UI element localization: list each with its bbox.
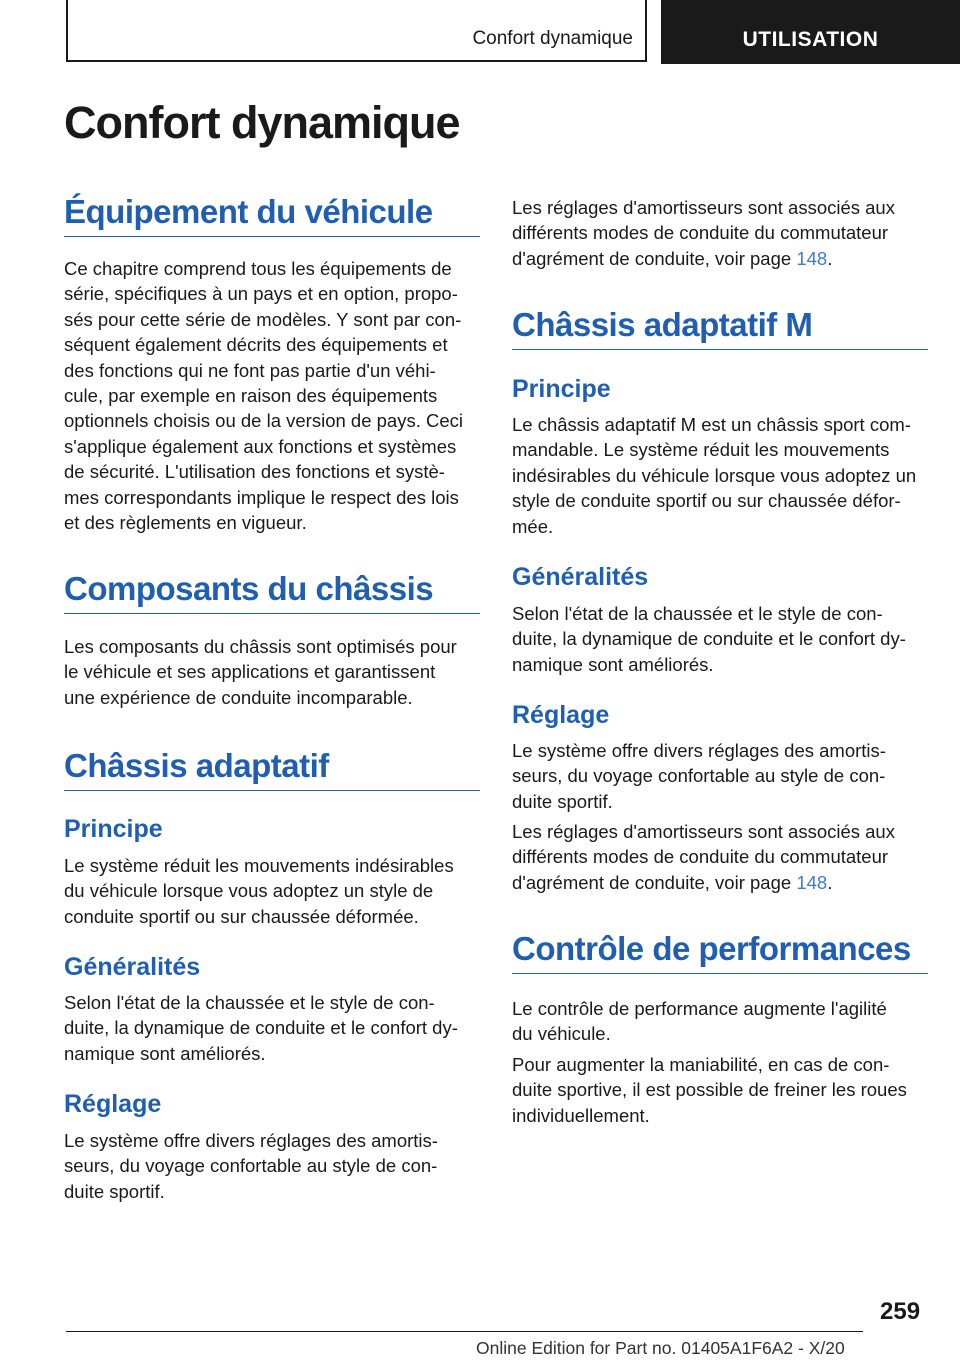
page-title: Confort dynamique [64,97,460,148]
paragraph-equipement: Ce chapitre comprend tous les équipements de série, spécifiques à un pays et en option, propo- sés pour cette série de modèles. Y sont par con- séquent également décrits des équipements et des fonctions qui ne font pas partie d'un véhi- cule, par exemple en raison des équipements optionnels choisis ou de la version de pays. Ceci s'applique également aux fonctions et systèmes de sécurité. L'utilisation des fonctions et systè- mes correspondants implique le respect des lois et des règlements en vigueur. [64,258,464,534]
heading-controle-performances: Contrôle de performances [512,931,928,974]
paragraph-generalites: Selon l'état de la chaussée et le style de con- duite, la dynamique de conduite et le confort dy- namique sont améliorés. [512,603,906,675]
paragraph-reglage: Le système offre divers réglages des amortis- seurs, du voyage confortable au style de con- duite sportif. [512,740,886,812]
heading-chassis-adaptatif-m: Châssis adaptatif M [512,307,928,350]
paragraph-reglage-modes: Les réglages d'amortisseurs sont associés aux différents modes de conduite du commutateur d'agrément de conduite, voir page 148. [512,821,895,893]
subheading-generalites: Généralités [512,563,649,591]
paragraph-principe: Le châssis adaptatif M est un châssis sport com- mandable. Le système réduit les mouvements indésirables du véhicule lorsque vous adoptez un style de conduite sportif ou sur chaussée défor- mée. [512,414,917,537]
paragraph-intro-reglages: Les réglages d'amortisseurs sont associés aux différents modes de conduite du commutateur d'agrément de conduite, voir page 148. [512,197,895,269]
page-link[interactable]: 148 [796,247,828,269]
paragraph-controle-1: Le contrôle de performance augmente l'agilité du véhicule. [512,998,887,1045]
footer-edition: Online Edition for Part no. 01405A1F6A2 - X/20 [476,1338,845,1358]
subheading-principe: Principe [64,815,163,843]
paragraph-controle-2: Pour augmenter la maniabilité, en cas de con- duite sportive, il est possible de freiner les roues individuellement. [512,1054,907,1126]
heading-chassis-adaptatif: Châssis adaptatif [64,748,480,791]
footer-divider [66,1331,863,1332]
header-section-title: Confort dynamique [66,0,647,62]
paragraph-reglage: Le système offre divers réglages des amortis- seurs, du voyage confortable au style de con- duite sportif. [64,1130,438,1202]
paragraph-principe: Le système réduit les mouvements indésirables du véhicule lorsque vous adoptez un style de conduite sportif ou sur chaussée déformée. [64,855,454,927]
page-header [66,0,960,64]
paragraph-composants: Les composants du châssis sont optimisés pour le véhicule et ses applications et garantissent une expérience de conduite incomparable. [64,636,457,708]
heading-equipement: Équipement du véhicule [64,194,480,237]
page-number: 259 [880,1298,921,1325]
subheading-reglage: Réglage [512,701,610,729]
page-link[interactable]: 148 [796,871,828,893]
subheading-generalites: Généralités [64,953,201,981]
paragraph-generalites: Selon l'état de la chaussée et le style de con- duite, la dynamique de conduite et le confort dy- namique sont améliorés. [64,992,458,1064]
subheading-principe: Principe [512,375,611,403]
heading-composants: Composants du châssis [64,571,480,614]
header-chapter-tab: UTILISATION [661,0,960,64]
subheading-reglage: Réglage [64,1090,162,1118]
